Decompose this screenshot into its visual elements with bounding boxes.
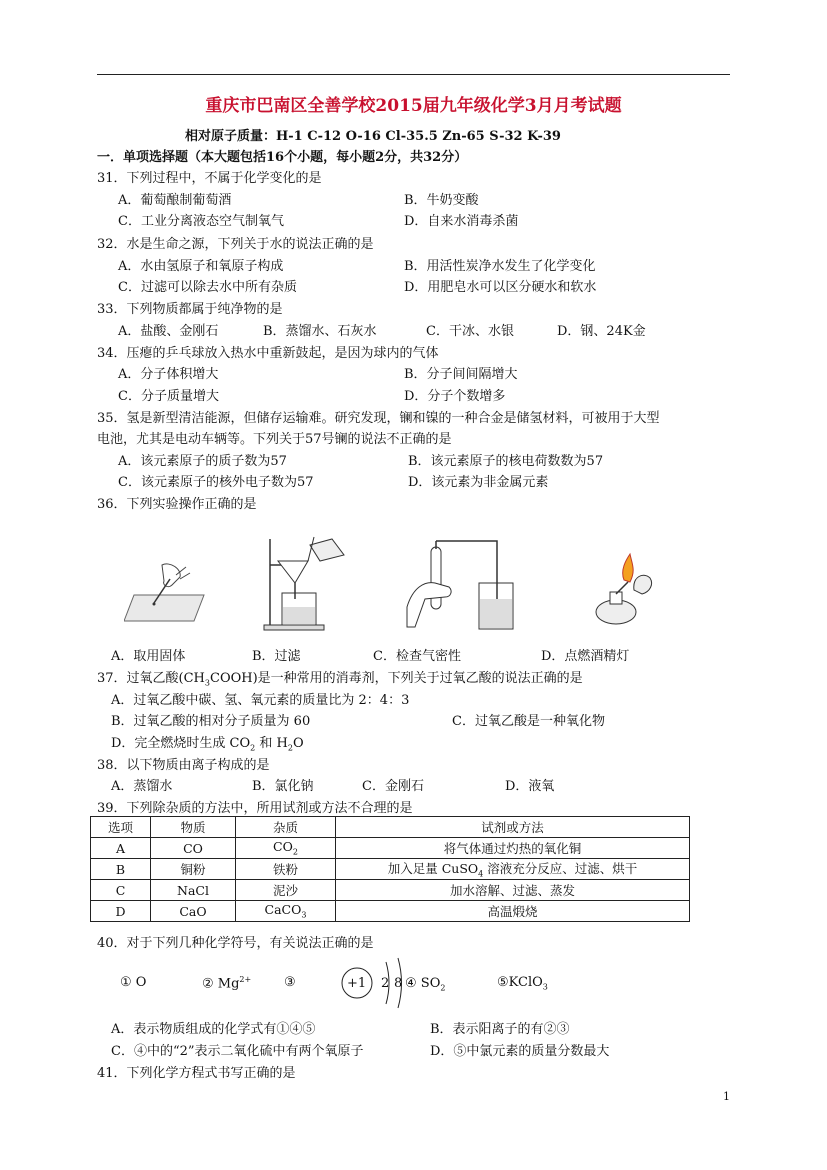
q40-option-d: D．⑤中氯元素的质量分数最大: [430, 1044, 610, 1059]
q32-option-d: D．用肥皂水可以区分硬水和软水: [404, 280, 597, 295]
q35-option-d: D．该元素为非金属元素: [408, 475, 549, 490]
electron-shell-2: 8: [394, 976, 403, 991]
q34-option-b: B．分子间间隔增大: [404, 367, 518, 382]
figure-alcohol-lamps: [594, 550, 674, 630]
q38-option-a: A．蒸馏水: [111, 779, 173, 794]
q33-option-d: D．钢、24K金: [557, 324, 646, 339]
q31-option-a: A．葡萄酿制葡萄酒: [118, 193, 232, 208]
q36-stem: 36．下列实验操作正确的是: [97, 497, 257, 512]
q38-option-c: C．金刚石: [362, 779, 424, 794]
table-row: D CaO CaCO$_3$ 高温煅烧: [91, 901, 690, 922]
q33-option-a: A．盐酸、金刚石: [118, 324, 219, 339]
q32-option-a: A．水由氢原子和氧原子构成: [118, 259, 284, 274]
q37-option-a: A．过氧乙酸中碳、氢、氧元素的质量比为 2：4：3: [111, 693, 410, 708]
q40-stem: 40．对于下列几种化学符号，有关说法正确的是: [97, 936, 374, 951]
q35-stem-line1: 35．氢是新型清洁能源，但储存运输难。研究发现，镧和镍的一种合金是储氢材料，可被用于大型: [97, 411, 660, 426]
table-header-row: 选项 物质 杂质 试剂或方法: [91, 817, 690, 838]
q39-stem: 39．下列除杂质的方法中，所用试剂或方法不合理的是: [97, 801, 413, 816]
q40-symbol-3-label: ③: [284, 975, 296, 990]
table-row: A CO $CO_2$ 将气体通过灼热的氧化铜: [91, 838, 690, 859]
q38-option-d: D．液氧: [505, 779, 555, 794]
q33-option-b: B．蒸馏水、石灰水: [263, 324, 377, 339]
q35-stem-line2: 电池，尤其是电动车辆等。下列关于57号镧的说法不正确的是: [97, 432, 452, 447]
q40-option-c: C．④中的“2”表示二氧化硫中有两个氧原子: [111, 1044, 364, 1059]
electron-shell-1: 2: [381, 976, 390, 991]
q37-stem: 37．过氧乙酸$(CH_3COOH)$是一种常用的消毒剂，下列关于过氧乙酸的说法正确的是: [97, 671, 583, 688]
q34-option-a: A．分子体积增大: [118, 367, 219, 382]
q34-option-d: D．分子个数增多: [404, 389, 506, 404]
q40-symbol-1: ① O: [120, 975, 147, 990]
q40-symbol-4: ④ $SO_2$: [405, 976, 446, 993]
q31-stem: 31．下列过程中，不属于化学变化的是: [97, 171, 322, 186]
table-row: B 铜粉 铁粉 加入足量 CuSO$_4$ 溶液充分反应、过滤、烘干: [91, 859, 690, 880]
q33-option-c: C．干冰、水银: [426, 324, 514, 339]
q35-option-b: B．该元素原子的核电荷数数为57: [408, 454, 604, 469]
q40-symbol-2: ② $Mg^{2+}$: [202, 975, 252, 992]
top-rule: [97, 74, 730, 75]
q37-option-c: C．过氧乙酸是一种氧化物: [452, 714, 605, 729]
page-number: 1: [723, 1090, 730, 1103]
q38-stem: 38．以下物质由离子构成的是: [97, 758, 270, 773]
section-heading: 一．单项选择题（本大题包括16个小题，每小题2分，共32分）: [97, 150, 468, 165]
q40-option-a: A．表示物质组成的化学式有①④⑤: [111, 1022, 316, 1037]
q31-option-b: B．牛奶变酸: [404, 193, 479, 208]
q36-option-a: A．取用固体: [111, 649, 186, 664]
q32-option-b: B．用活性炭净水发生了化学变化: [404, 259, 596, 274]
q36-option-d: D．点燃酒精灯: [541, 649, 630, 664]
q32-option-c: C．过滤可以除去水中所有杂质: [118, 280, 297, 295]
q35-option-c: C．该元素原子的核外电子数为57: [118, 475, 314, 490]
q37-option-d: D．完全燃烧时生成 $CO_2$ 和 $H_2O$: [111, 736, 304, 753]
q31-option-c: C．工业分离液态空气制氧气: [118, 214, 284, 229]
figure-filtration: [262, 535, 352, 633]
q41-stem: 41．下列化学方程式书写正确的是: [97, 1066, 296, 1081]
figure-taking-solid: [124, 555, 210, 625]
q34-option-c: C．分子质量增大: [118, 389, 219, 404]
q40-symbol-5: ⑤KClO$_3$: [497, 975, 548, 992]
figure-airtightness: [405, 537, 515, 637]
q33-stem: 33．下列物质都属于纯净物的是: [97, 302, 283, 317]
q36-option-b: B．过滤: [252, 649, 301, 664]
q36-option-c: C．检查气密性: [373, 649, 461, 664]
atomic-masses: 相对原子质量：H-1 C-12 O-16 Cl-35.5 Zn-65 S-32 K-39: [185, 129, 561, 144]
q35-option-a: A．该元素原子的质子数为57: [118, 454, 287, 469]
q37-option-b: B．过氧乙酸的相对分子质量为 60: [111, 714, 311, 729]
q32-stem: 32．水是生命之源，下列关于水的说法正确的是: [97, 237, 374, 252]
table-row: C NaCl 泥沙 加水溶解、过滤、蒸发: [91, 880, 690, 901]
nucleus-charge: +1: [347, 976, 367, 991]
q34-stem: 34．压瘪的乒乓球放入热水中重新鼓起，是因为球内的气体: [97, 346, 439, 361]
q38-option-b: B．氯化钠: [252, 779, 314, 794]
page-title: 重庆市巴南区全善学校2015届九年级化学3月月考试题: [205, 96, 622, 116]
q40-option-b: B．表示阳离子的有②③: [430, 1022, 570, 1037]
q31-option-d: D．自来水消毒杀菌: [404, 214, 519, 229]
q39-table: [90, 816, 690, 922]
